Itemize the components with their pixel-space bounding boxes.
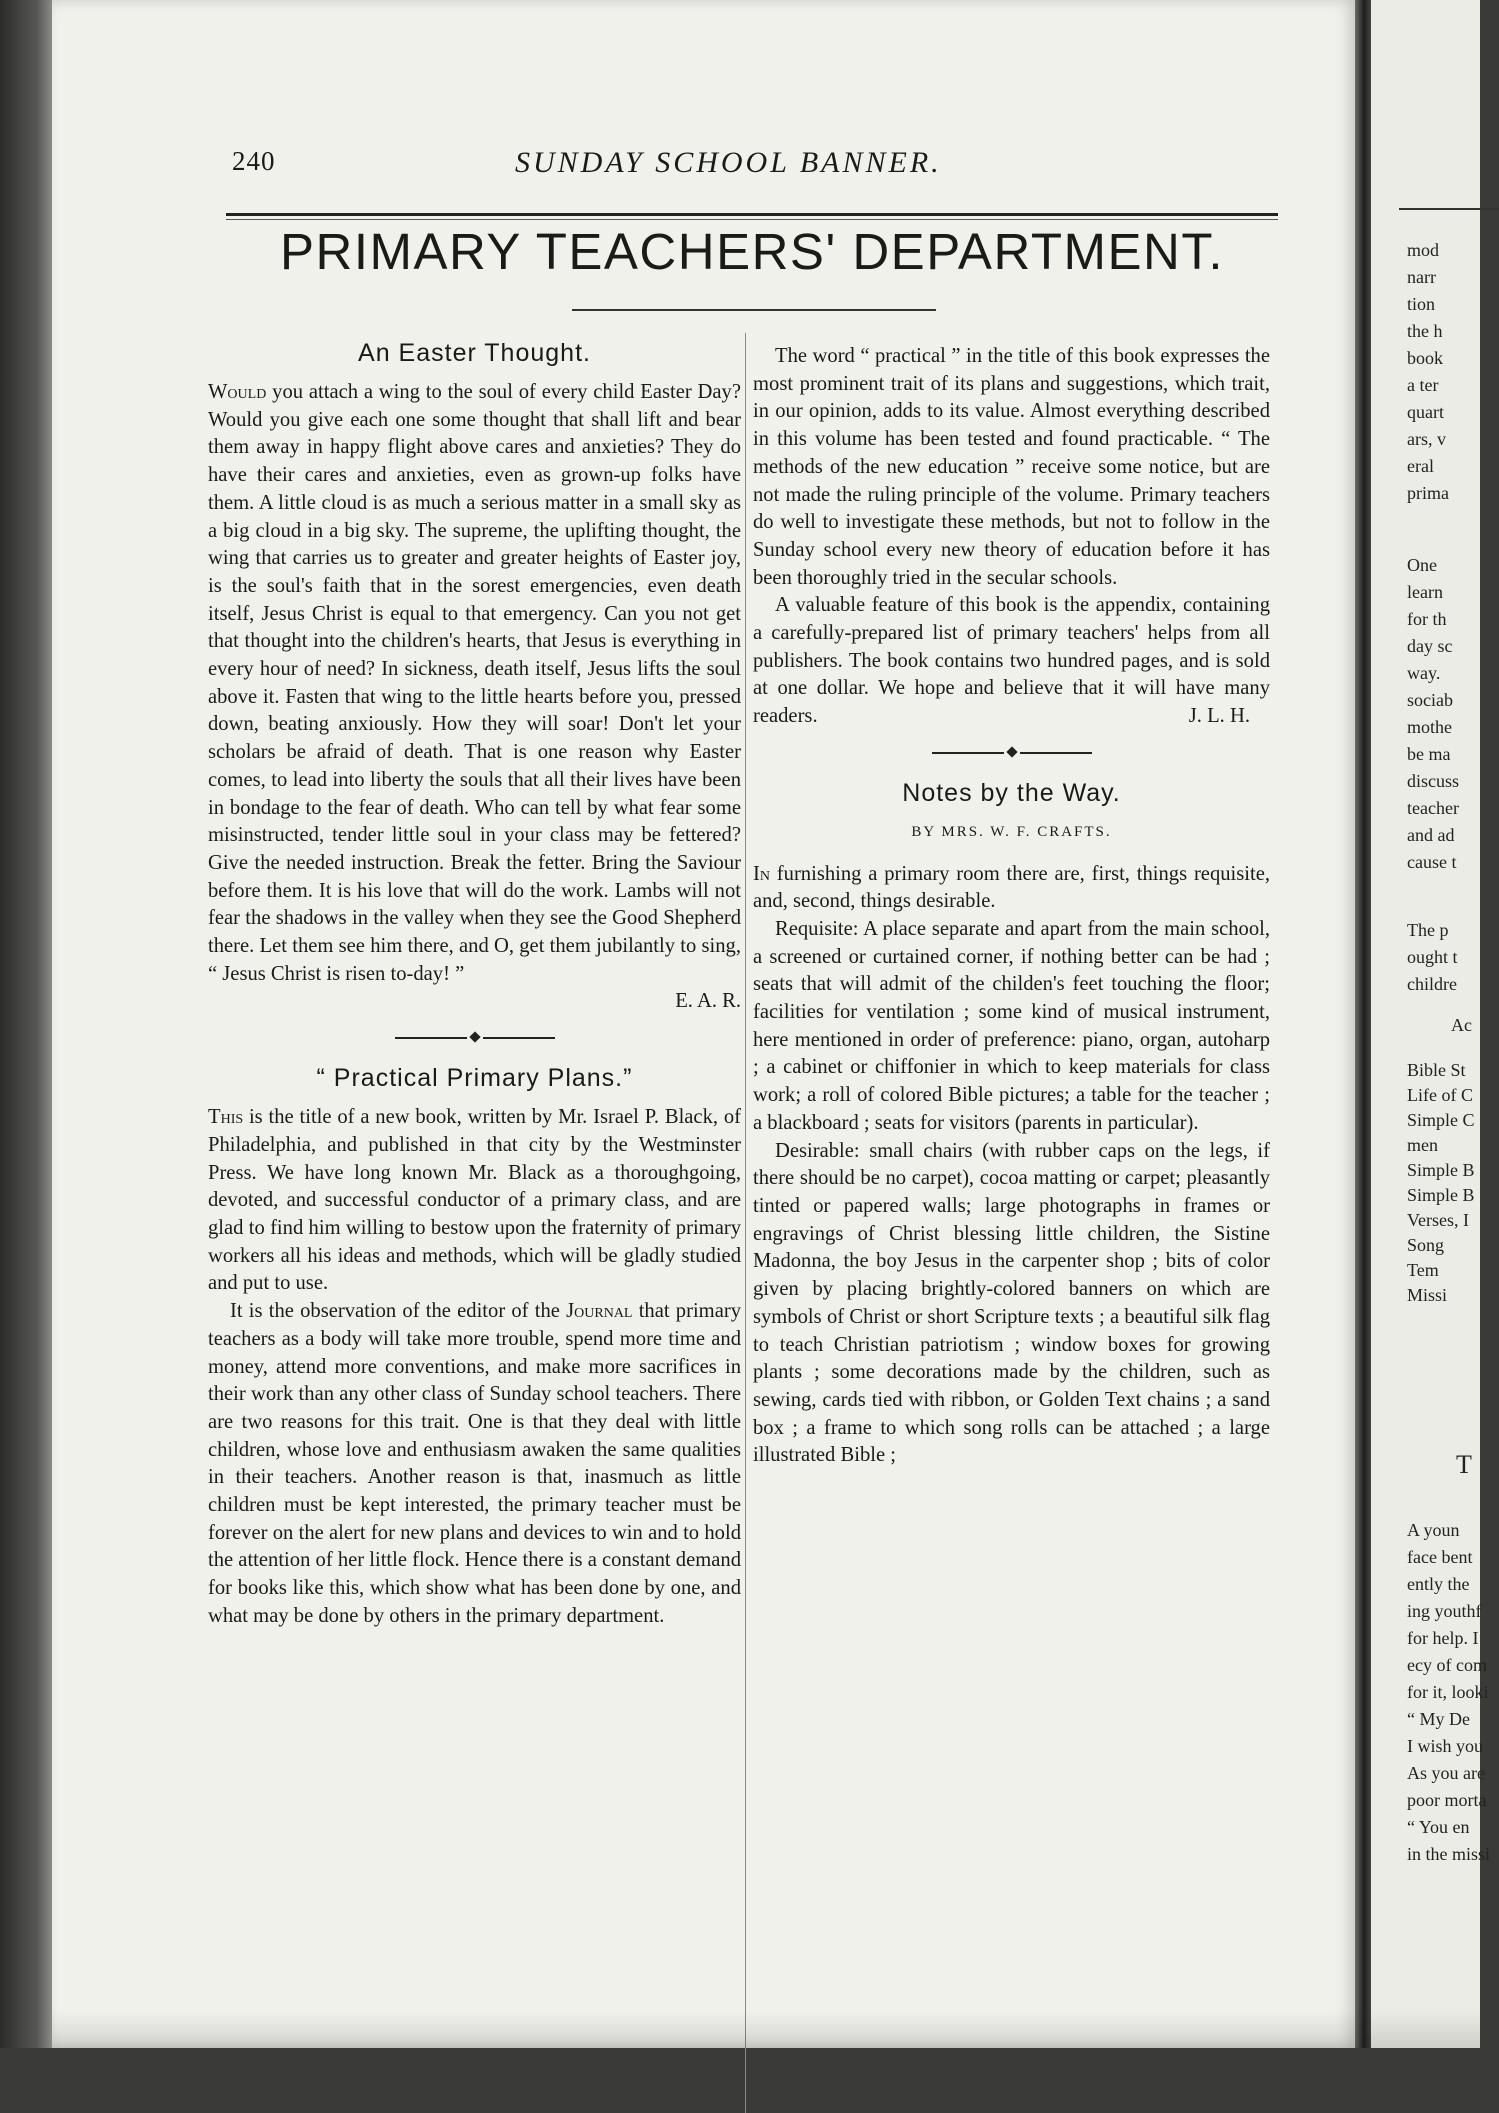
plans-p2-rest: that primary teachers as a body will take more trouble, spend more time and money, attend more conventions, and make more sacrifices in their work than any other class of Sunday school teachers. There are two reasons for this trait. One is that they deal with little children, whose love and enthusiasm awaken the same qualities in their teachers. Another reason is that, inasmuch as little children must be kept interested, the primary teacher must be forever on the alert for new plans and devices to win and to hold the attention of her little flock. Hence there is a constant demand for books like this, which show what has been done by one, and what may be done by others in the primary department. xyxy=(208,1300,741,1627)
adjacent-page-line: day sc xyxy=(1407,636,1453,656)
adjacent-page-line: sociab xyxy=(1407,690,1453,710)
plans-paragraph-1 xyxy=(208,1104,741,1298)
plans-p2-journal: Journal xyxy=(566,1300,633,1323)
adjacent-page-line: Tem xyxy=(1407,1260,1439,1280)
adjacent-page-line: The p xyxy=(1407,920,1449,940)
adjacent-page-line: book xyxy=(1407,348,1443,368)
adjacent-page-line: Life of C xyxy=(1407,1085,1473,1105)
article-heading-plans: “ Practical Primary Plans.” xyxy=(316,1064,633,1093)
adjacent-page-line: eral xyxy=(1407,456,1434,476)
adjacent-page-line: face bent xyxy=(1407,1547,1473,1567)
adjacent-page-line: in the missi xyxy=(1407,1844,1491,1864)
plans-p1-body: is the title of a new book, written by Mr. Israel P. Black, of Philadelphia, and published in that city by the Westminster Press. We have long known Mr. Black as a thoroughgoing, devoted, and successful conductor of a primary class, and are glad to find him willing to bestow upon the fraternity of primary workers all his ideas and methods, which will be gladly studied and put to use. xyxy=(208,1106,741,1295)
left-column xyxy=(208,333,741,1631)
section-divider xyxy=(395,1024,555,1054)
adjacent-list-heading: Ac xyxy=(1451,1015,1472,1035)
adjacent-page-line: mod xyxy=(1407,240,1440,260)
notes-lead-word: In xyxy=(753,862,770,885)
adjacent-page-line: Song xyxy=(1407,1235,1445,1255)
adjacent-page-line: for th xyxy=(1407,609,1447,629)
adjacent-page-line: be ma xyxy=(1407,744,1451,764)
adjacent-page-rule xyxy=(1399,208,1499,210)
adjacent-page-line: I wish you xyxy=(1407,1736,1483,1756)
easter-signature: E. A. R. xyxy=(675,990,741,1013)
adjacent-page-line: way. xyxy=(1407,663,1441,683)
adjacent-page-line: “ My De xyxy=(1407,1709,1470,1729)
plans-paragraph-3: The word “ practical ” in the title of this book expresses the most prominent trait of its plans and suggestions, which trait, in our opinion, adds to its value. Almost everything described in this volume has been tested and found practicable. “ The methods of the new education ” receive some notice, but are not made the ruling principle of the volume. Primary teachers do well to investigate these methods, but not to follow in the Sunday school every new theory of education before it has been thoroughly tried in the secular schools. xyxy=(753,345,1270,589)
adjacent-page-line: men xyxy=(1407,1135,1438,1155)
easter-body: you attach a wing to the soul of every child Easter Day? Would you give each one some thought that shall lift and bear them away in happy flight above cares and anxieties? They do have their cares and anxieties, even as grown-up folks have them. A little cloud is as much a serious matter in a small sky as a big cloud in a big sky. The supreme, the uplifting thought, the wing that carries us to greater and greater heights of Easter joy, is the soul's faith that in the sorest emergencies, even death itself, Jesus Christ is equal to that emergency. Can you not get that thought into the children's hearts, that Jesus is everything in every hour of need? In sickness, death itself, Jesus lifts the soul above it. Fasten that wing to the little hearts before you, pressed down, beating anxiously. How they will soar! Don't let your scholars be afraid of death. That is one reason why Easter comes, to lead into liberty the souls that all their lives have been in bondage to the fear of death. Who can tell by what fear some misinstructed, tender little soul in your class may be fettered? Give the needed instruction. Break the fetter. Bring the Saviour before them. It is his love that will do the work. Lambs will not fear the shadows in the valley when they see the Good Shepherd there. Let them see him there, and O, get them jubilantly to sing, “ Jesus Christ is risen to-day! ” xyxy=(208,381,741,985)
article-heading-easter: An Easter Thought. xyxy=(358,339,591,367)
scan-bottom-shadow xyxy=(52,2010,1480,2048)
adjacent-page-line: ing youthf xyxy=(1407,1601,1482,1621)
column-divider xyxy=(745,333,746,2113)
adjacent-page-line: mothe xyxy=(1407,717,1452,737)
book-gutter xyxy=(1355,0,1371,2048)
plans-lead-word: This xyxy=(208,1106,244,1129)
adjacent-page-line: tion xyxy=(1407,294,1436,314)
easter-paragraph xyxy=(208,379,741,988)
scan-left-edge xyxy=(0,0,52,2048)
plans-p2-start: It is the observation of the editor of the xyxy=(230,1300,567,1323)
notes-byline: BY MRS. W. F. CRAFTS. xyxy=(911,823,1112,840)
section-divider xyxy=(932,739,1092,769)
article-heading-notes: Notes by the Way. xyxy=(902,778,1121,807)
notes-paragraph-2: Requisite: A place separate and apart from the main school, a screened or curtained corner, if nothing better can be had ; seats that will admit of the childen's feet touching the floor; facilities for ventilation ; some kind of musical instrument, here mentioned in order of preference: piano, organ, autoharp ; a cabinet or chiffonier in which to keep materials for class work; a roll of colored Bible pictures; a table for the teacher ; a blackboard ; seats for visitors (parents in particular). xyxy=(753,917,1270,1134)
department-title: PRIMARY TEACHERS' DEPARTMENT. xyxy=(279,223,1225,280)
adjacent-page-line: quart xyxy=(1407,402,1444,422)
adjacent-page-line: As you are xyxy=(1407,1763,1485,1783)
adjacent-page-line: ars, v xyxy=(1407,429,1446,449)
adjacent-heading: T xyxy=(1456,1450,1472,1479)
page-number: 240 xyxy=(232,146,276,176)
adjacent-page-line: for it, looki xyxy=(1407,1682,1489,1702)
title-rule xyxy=(572,309,936,311)
running-title: SUNDAY SCHOOL BANNER. xyxy=(515,146,942,179)
adjacent-page-line: learn xyxy=(1407,582,1443,602)
adjacent-page-line: teacher xyxy=(1407,798,1459,818)
adjacent-page-line: the h xyxy=(1407,321,1443,341)
adjacent-page-line: narr xyxy=(1407,267,1436,287)
plans-paragraph-2 xyxy=(208,1298,741,1630)
header-rule xyxy=(226,213,1278,216)
adjacent-page-line: ecy of com xyxy=(1407,1655,1487,1675)
notes-paragraph-3: Desirable: small chairs (with rubber caps on the legs, if there should be no carpet), cocoa matting or carpet; pleasantly tinted or papered walls; large photographs in frames or engravings of Christ blessing little children, the Sistine Madonna, the boy Jesus in the carpenter shop ; bits of color given by placing brightly-colored banners on which are symbols of Christ or short Scripture texts ; a beautiful silk flag to teach Christian patriotism ; window boxes for growing plants ; some decorations made by the children, such as sewing, cards tied with ribbon, or Golden Text chains ; a sand box ; a frame to which song rolls can be attached ; a large illustrated Bible ; xyxy=(753,1139,1270,1467)
adjacent-page-line: ought t xyxy=(1407,947,1458,967)
adjacent-page-line: Simple B xyxy=(1407,1160,1475,1180)
adjacent-page-line: prima xyxy=(1407,483,1449,503)
adjacent-page-line: Missi xyxy=(1407,1285,1448,1305)
adjacent-page-line: childre xyxy=(1407,974,1457,994)
adjacent-page-line: “ You en xyxy=(1407,1817,1470,1837)
running-head xyxy=(232,146,1272,190)
notes-paragraph-1 xyxy=(753,861,1270,916)
plans-signature: J. L. H. xyxy=(1188,705,1250,728)
adjacent-page-line: Simple C xyxy=(1407,1110,1475,1130)
adjacent-page-line: A youn xyxy=(1407,1520,1460,1540)
adjacent-page-line: for help. I xyxy=(1407,1628,1479,1648)
header-rule-thin xyxy=(226,219,1278,220)
easter-lead-word: Would xyxy=(208,381,267,403)
plans-p4-body: A valuable feature of this book is the appendix, containing a carefully-prepared list of primary teachers' helps from all publishers. The book contains two hundred pages, and is sold at one dollar. We hope and believe that it will have many readers. xyxy=(753,594,1270,728)
adjacent-page-line: a ter xyxy=(1407,375,1439,395)
adjacent-page-line: poor morta xyxy=(1407,1790,1487,1810)
adjacent-page-line: discuss xyxy=(1407,771,1460,791)
adjacent-page-line: ently the xyxy=(1407,1574,1470,1594)
notes-p1-body: furnishing a primary room there are, first, things requisite, and, second, things desirable. xyxy=(753,862,1270,913)
adjacent-page-line: and ad xyxy=(1407,825,1455,845)
adjacent-page-line: Bible St xyxy=(1407,1060,1466,1080)
adjacent-page-line: cause t xyxy=(1407,852,1457,872)
adjacent-page-line: One xyxy=(1407,555,1437,575)
plans-paragraph-4 xyxy=(753,592,1270,731)
right-column xyxy=(753,343,1270,1470)
adjacent-page xyxy=(1371,0,1491,2048)
adjacent-page-line: Simple B xyxy=(1407,1185,1475,1205)
adjacent-page-line: Verses, I xyxy=(1407,1210,1469,1230)
